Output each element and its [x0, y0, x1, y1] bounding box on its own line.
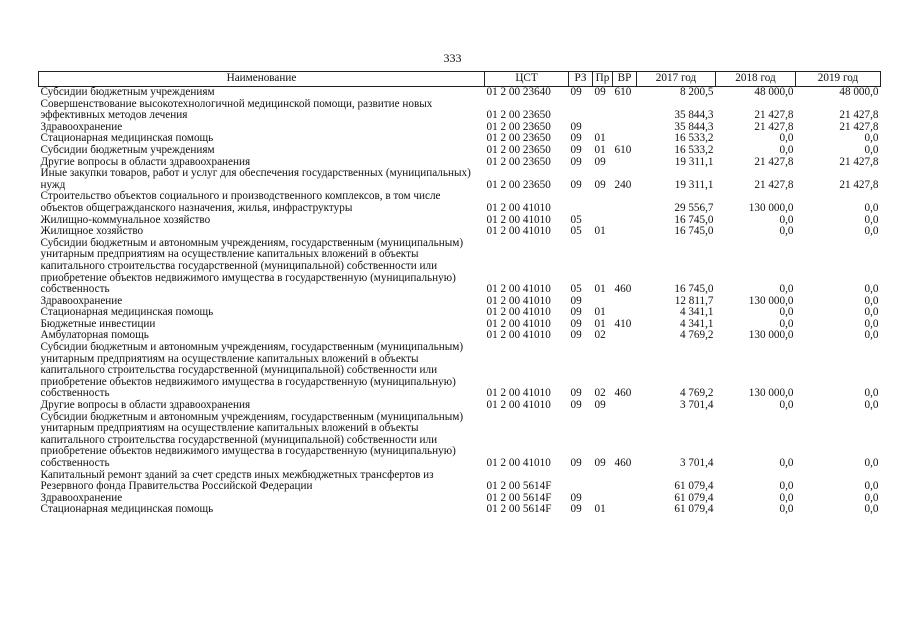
row-2019: 0,0 — [864, 317, 879, 330]
row-rz: 09 — [570, 457, 582, 469]
row-rz: 05 — [570, 283, 582, 296]
row-pr — [593, 99, 613, 122]
header-vr: ВР — [613, 72, 637, 87]
row-cst: 01 2 00 23650 — [486, 120, 551, 133]
row-2019: 0,0 — [864, 201, 879, 214]
row-vr — [613, 99, 637, 122]
row-rz: 09 — [570, 86, 582, 98]
row-pr: 02 — [594, 329, 606, 342]
row-rz: 09 — [570, 120, 582, 133]
header-2018: 2018 год — [716, 72, 796, 87]
table-row — [39, 191, 881, 214]
row-2018: 21 427,8 — [754, 109, 794, 122]
row-pr: 01 — [594, 283, 606, 296]
table-row — [39, 504, 881, 516]
row-vr — [613, 157, 637, 169]
row-2019: 21 427,8 — [839, 120, 879, 133]
row-vr — [613, 493, 637, 505]
row-rz: 09 — [570, 306, 582, 319]
row-vr — [613, 504, 637, 516]
table-row — [39, 226, 881, 238]
row-2019: 21 427,8 — [839, 155, 879, 168]
row-cst: 01 2 00 41010 — [486, 306, 551, 319]
row-rz — [569, 191, 593, 214]
row-name: Жилищное хозяйство — [40, 225, 144, 238]
row-name: Субсидии бюджетным и автономным учреждениям, государственным (муниципальным) унитарным предприятиям на осуществление капитальных вложений в объекты капитального строительства государственной (муниципальной) собственности или приобретение объектов недвижимого имущества в государственную (муниципальную) собственность — [40, 341, 464, 400]
row-2018: 130 000,0 — [748, 329, 794, 342]
row-2017: 4 769,2 — [679, 387, 714, 400]
row-2018: 0,0 — [779, 317, 794, 330]
row-rz: 09 — [570, 317, 582, 330]
row-vr — [613, 122, 637, 134]
row-cst: 01 2 00 41010 — [486, 387, 551, 400]
row-2017: 4 769,2 — [679, 329, 714, 342]
row-rz: 09 — [570, 143, 582, 156]
header-cst: ЦСТ — [485, 72, 569, 87]
row-name: Другие вопросы в области здравоохранения — [40, 399, 251, 412]
row-pr — [593, 470, 613, 493]
row-pr: 02 — [594, 387, 606, 400]
row-cst: 01 2 00 41010 — [486, 329, 551, 342]
row-pr: 09 — [594, 155, 606, 168]
row-2019: 0,0 — [864, 457, 879, 469]
row-2017: 29 556,7 — [674, 201, 714, 214]
row-2017: 35 844,3 — [674, 109, 714, 122]
row-name: Бюджетные инвестиции — [40, 317, 156, 330]
row-rz: 09 — [570, 155, 582, 168]
row-2017: 8 200,5 — [679, 86, 714, 98]
row-vr — [613, 215, 637, 227]
row-2017: 12 811,7 — [674, 294, 714, 307]
table-row — [39, 342, 881, 400]
row-rz: 09 — [570, 387, 582, 400]
row-2019: 0,0 — [864, 480, 879, 493]
row-2019: 0,0 — [864, 143, 879, 156]
budget-table — [38, 71, 881, 516]
row-2018: 21 427,8 — [754, 120, 794, 133]
row-2018: 21 427,8 — [754, 178, 794, 191]
row-cst: 01 2 00 41010 — [486, 283, 551, 296]
row-pr: 01 — [594, 503, 606, 516]
table-header — [39, 72, 881, 87]
row-name: Амбулаторная помощь — [40, 329, 149, 342]
row-2017: 61 079,4 — [674, 503, 714, 516]
row-pr: 01 — [594, 317, 606, 330]
row-cst: 01 2 00 41010 — [486, 294, 551, 307]
row-rz — [569, 99, 593, 122]
row-2019: 0,0 — [864, 225, 879, 238]
row-2018: 0,0 — [779, 503, 794, 516]
row-2018: 0,0 — [779, 283, 794, 296]
row-cst: 01 2 00 41010 — [486, 201, 551, 214]
row-pr: 01 — [594, 143, 606, 156]
row-rz — [569, 470, 593, 493]
row-name: Стационарная медицинская помощь — [40, 306, 214, 319]
row-cst: 01 2 00 23650 — [486, 143, 551, 156]
row-cst: 01 2 00 41010 — [486, 399, 551, 412]
row-vr — [613, 330, 637, 342]
row-vr — [613, 400, 637, 412]
row-2019: 0,0 — [864, 213, 879, 226]
row-vr: 460 — [614, 387, 632, 400]
header-2019: 2019 год — [796, 72, 881, 87]
row-2018: 0,0 — [779, 143, 794, 156]
row-cst: 01 2 00 5614F — [486, 480, 552, 493]
row-cst: 01 2 00 41010 — [486, 225, 551, 238]
row-pr: 01 — [594, 225, 606, 238]
row-name: Здравоохранение — [40, 120, 123, 133]
row-pr — [593, 191, 613, 214]
row-pr: 01 — [594, 306, 606, 319]
row-2018: 0,0 — [779, 480, 794, 493]
row-name: Капитальный ремонт зданий за счет средств иных межбюджетных трансфертов из Резервного фонда Правительства Российской Федерации — [40, 468, 434, 493]
row-2018: 130 000,0 — [748, 294, 794, 307]
row-name: Субсидии бюджетным учреждениям — [40, 86, 215, 98]
table-row — [39, 470, 881, 493]
row-cst: 01 2 00 41010 — [486, 317, 551, 330]
row-2017: 4 341,1 — [679, 317, 714, 330]
row-2019: 0,0 — [864, 329, 879, 342]
table-row — [39, 99, 881, 122]
row-name: Субсидии бюджетным и автономным учреждениям, государственным (муниципальным) унитарным предприятиям на осуществление капитальных вложений в объекты капитального строительства государственной (муниципальной) собственности или приобретение объектов недвижимого имущества в государственную (муниципальную) собственность — [40, 410, 464, 469]
row-rz: 09 — [570, 132, 582, 145]
row-vr — [613, 470, 637, 493]
row-rz: 09 — [570, 399, 582, 412]
row-cst: 01 2 00 5614F — [486, 491, 552, 504]
table-row — [39, 145, 881, 157]
row-2018: 48 000,0 — [754, 86, 794, 98]
row-cst: 01 2 00 23650 — [486, 132, 551, 145]
row-vr: 610 — [614, 86, 632, 98]
row-2019: 21 427,8 — [839, 109, 879, 122]
row-2017: 3 701,4 — [679, 457, 714, 469]
row-rz: 09 — [570, 329, 582, 342]
row-pr: 09 — [594, 178, 606, 191]
row-2017: 16 745,0 — [674, 225, 714, 238]
row-2019: 0,0 — [864, 387, 879, 400]
header-2017: 2017 год — [637, 72, 716, 87]
row-name: Жилищно-коммунальное хозяйство — [40, 213, 211, 226]
row-2017: 16 533,2 — [674, 132, 714, 145]
row-2019: 0,0 — [864, 306, 879, 319]
row-2019: 0,0 — [864, 132, 879, 145]
row-2019: 48 000,0 — [839, 86, 879, 98]
table-body — [39, 87, 881, 516]
page-number: 333 — [443, 51, 462, 65]
row-rz: 05 — [570, 225, 582, 238]
row-cst: 01 2 00 41010 — [486, 213, 551, 226]
row-cst: 01 2 00 23650 — [486, 155, 551, 168]
row-cst: 01 2 00 5614F — [486, 503, 552, 516]
row-2019: 0,0 — [864, 294, 879, 307]
row-2018: 21 427,8 — [754, 155, 794, 168]
row-cst: 01 2 00 23640 — [486, 86, 551, 98]
row-2017: 61 079,4 — [674, 480, 714, 493]
row-pr: 01 — [594, 132, 606, 145]
row-rz: 09 — [570, 503, 582, 516]
row-2018: 0,0 — [779, 225, 794, 238]
row-cst: 01 2 00 41010 — [486, 457, 551, 469]
row-2018: 0,0 — [779, 399, 794, 412]
table-row — [39, 168, 881, 191]
row-name: Совершенствование высокотехнологичной медицинской помощи, развитие новых эффективных методов лечения — [40, 97, 433, 122]
row-name: Здравоохранение — [40, 491, 123, 504]
row-vr: 610 — [614, 143, 632, 156]
row-name: Стационарная медицинская помощь — [40, 132, 214, 145]
row-vr — [613, 296, 637, 308]
table-row — [39, 238, 881, 296]
table-row — [39, 412, 881, 470]
row-2017: 4 341,1 — [679, 306, 714, 319]
row-rz: 09 — [570, 491, 582, 504]
row-2017: 16 745,0 — [674, 213, 714, 226]
row-2019: 0,0 — [864, 491, 879, 504]
table-row — [39, 215, 881, 227]
header-pr: Пр — [593, 72, 613, 87]
table-row — [39, 87, 881, 99]
row-vr — [613, 191, 637, 214]
row-2019: 0,0 — [864, 503, 879, 516]
row-rz: 09 — [570, 178, 582, 191]
row-name: Другие вопросы в области здравоохранения — [40, 155, 251, 168]
row-pr: 09 — [594, 457, 606, 469]
row-vr — [613, 226, 637, 238]
row-rz: 05 — [570, 213, 582, 226]
row-pr: 09 — [594, 86, 606, 98]
row-2018: 0,0 — [779, 306, 794, 319]
row-2017: 61 079,4 — [674, 491, 714, 504]
row-2018: 0,0 — [779, 491, 794, 504]
row-2017: 35 844,3 — [674, 120, 714, 133]
row-2018: 0,0 — [779, 132, 794, 145]
row-2017: 3 701,4 — [679, 399, 714, 412]
row-2019: 0,0 — [864, 399, 879, 412]
row-rz: 09 — [570, 294, 582, 307]
row-name: Субсидии бюджетным учреждениям — [40, 143, 215, 156]
row-name: Стационарная медицинская помощь — [40, 503, 214, 516]
row-2017: 19 311,1 — [674, 178, 714, 191]
row-2019: 0,0 — [864, 283, 879, 296]
row-2018: 0,0 — [779, 457, 794, 469]
row-name: Субсидии бюджетным и автономным учреждениям, государственным (муниципальным) унитарным предприятиям на осуществление капитальных вложений в объекты капитального строительства государственной (муниципальной) собственности или приобретение объектов недвижимого имущества в государственную (муниципальную) собственность — [40, 236, 464, 296]
row-vr: 410 — [614, 317, 632, 330]
row-name: Строительство объектов социального и производственного комплексов, в том числе объектов общегражданского назначения, жилья, инфраструктуры — [40, 190, 441, 214]
row-2017: 16 745,0 — [674, 283, 714, 296]
row-2017: 19 311,1 — [674, 155, 714, 168]
row-2018: 130 000,0 — [748, 201, 794, 214]
row-name: Здравоохранение — [40, 294, 123, 307]
header-rz: РЗ — [569, 72, 593, 87]
row-cst: 01 2 00 23650 — [486, 178, 551, 191]
table-row — [39, 400, 881, 412]
row-vr: 460 — [614, 283, 632, 296]
row-2019: 21 427,8 — [839, 178, 879, 191]
header-name: Наименование — [39, 72, 485, 87]
row-name: Иные закупки товаров, работ и услуг для обеспечения государственных (муниципальных) нужд — [40, 167, 471, 191]
row-vr: 460 — [614, 457, 632, 469]
row-cst: 01 2 00 23650 — [486, 109, 551, 122]
table-row — [39, 307, 881, 319]
row-vr: 240 — [614, 178, 632, 191]
row-2017: 16 533,2 — [674, 143, 714, 156]
row-pr: 09 — [594, 399, 606, 412]
row-2018: 0,0 — [779, 213, 794, 226]
row-2018: 130 000,0 — [748, 387, 794, 400]
